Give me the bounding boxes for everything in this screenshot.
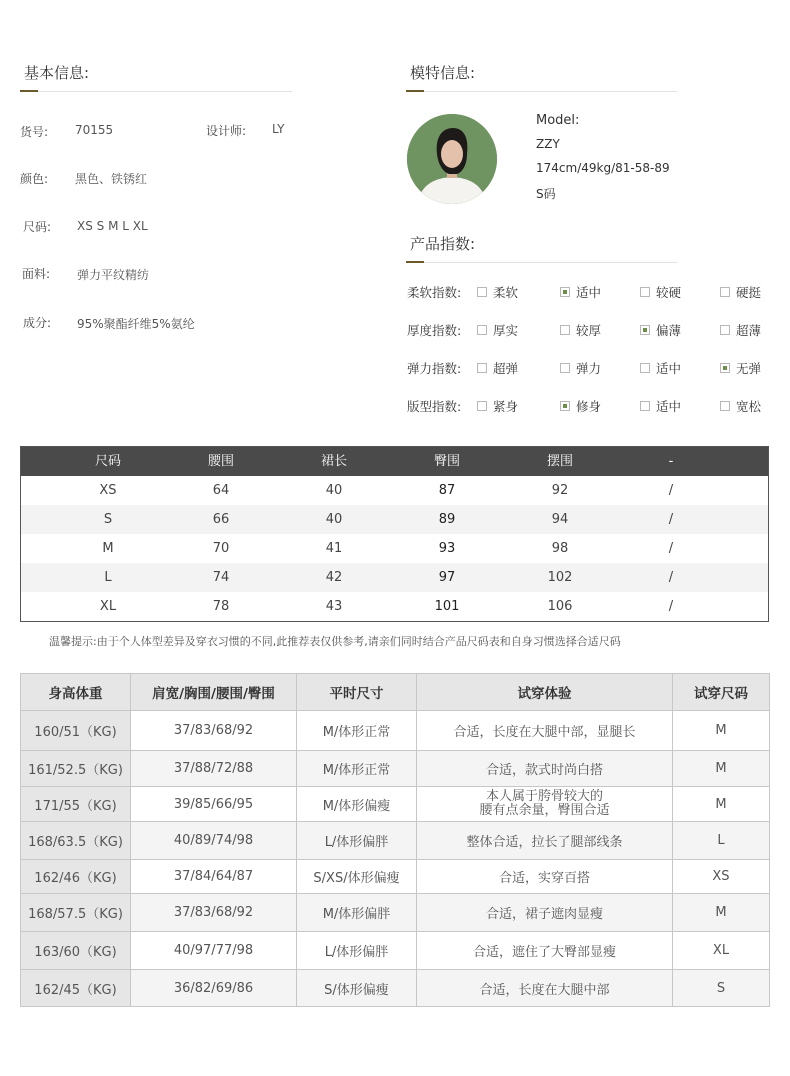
info-label-size: 尺码: xyxy=(23,220,52,234)
index-option-label: 厚实 xyxy=(493,323,519,338)
fit-table-cell: S xyxy=(673,970,770,1007)
index-option-label: 较厚 xyxy=(576,323,602,338)
fit-table-cell: 合适，遮住了大臀部显瘦 xyxy=(417,932,673,970)
fit-header-height-weight: 身高体重 xyxy=(21,674,131,711)
index-option xyxy=(477,397,518,415)
size-table xyxy=(20,446,769,622)
fit-table-cell: XS xyxy=(673,860,770,894)
index-option xyxy=(720,321,761,339)
size-header-length: 裙长 xyxy=(320,454,347,469)
size-tip-note: 温馨提示:由于个人体型差异及穿衣习惯的不同,此推荐表仅供参考,请亲们同时结合产品尺码表和自身习惯选择合适尺码 xyxy=(49,635,621,648)
model-name: ZZY xyxy=(536,137,560,151)
size-table-cell: S xyxy=(103,512,113,527)
index-label: 弹力指数: xyxy=(407,361,462,376)
fit-table-cell: 37/88/72/88 xyxy=(131,751,297,787)
fit-experience-table xyxy=(20,673,770,1007)
fit-table-cell: M xyxy=(673,711,770,751)
size-header-extra: - xyxy=(668,454,674,469)
fit-table-cell: 合适，款式时尚白搭 xyxy=(417,751,673,787)
fit-table-cell: 37/83/68/92 xyxy=(131,711,297,751)
fit-table-header xyxy=(21,674,770,711)
size-table-cell: 40 xyxy=(325,483,343,498)
info-label-item-no: 货号: xyxy=(20,125,49,139)
model-label: Model: xyxy=(536,113,580,128)
size-header-waist: 腰围 xyxy=(207,454,234,469)
size-table-cell: / xyxy=(668,570,674,585)
fit-table-cell: 40/97/77/98 xyxy=(131,932,297,970)
fit-table-cell: 40/89/74/98 xyxy=(131,822,297,860)
index-label: 厚度指数: xyxy=(407,323,462,338)
fit-table-cell: 37/84/64/87 xyxy=(131,860,297,894)
info-label-designer: 设计师: xyxy=(206,124,247,138)
fit-header-experience: 试穿体验 xyxy=(417,674,673,711)
size-table-body xyxy=(21,476,768,621)
info-value-fabric: 弹力平纹精纺 xyxy=(77,268,150,282)
size-table-cell: 97 xyxy=(438,570,456,585)
size-table-cell: 41 xyxy=(325,541,343,556)
size-table-row xyxy=(21,476,768,505)
model-info-accent xyxy=(406,90,424,92)
fit-header-measurements: 肩宽/胸围/腰围/臀围 xyxy=(131,674,297,711)
index-option xyxy=(640,283,681,301)
fit-table-cell: 合适，实穿百搭 xyxy=(417,860,673,894)
index-option-label: 较硬 xyxy=(656,285,682,300)
fit-table-cell: M xyxy=(673,787,770,822)
size-table-cell: L xyxy=(104,570,112,585)
index-label: 柔软指数: xyxy=(407,285,462,300)
index-option xyxy=(560,283,601,301)
size-table-cell: 89 xyxy=(438,512,456,527)
fit-table-cell: 163/60（KG) xyxy=(21,932,131,970)
size-table-cell: 92 xyxy=(551,483,569,498)
size-table-cell: 40 xyxy=(325,512,343,527)
size-table-cell: 106 xyxy=(547,599,573,614)
index-option xyxy=(720,283,761,301)
product-index-rule xyxy=(406,262,677,263)
unchecked-box-icon xyxy=(720,401,730,411)
size-table-row xyxy=(21,563,768,592)
fit-header-usual-size: 平时尺寸 xyxy=(297,674,417,711)
index-option-label: 无弹 xyxy=(736,361,762,376)
info-value-composition: 95%聚酯纤维5%氨纶 xyxy=(77,317,195,331)
index-option xyxy=(560,397,601,415)
info-value-item-no: 70155 xyxy=(75,123,114,137)
unchecked-box-icon xyxy=(560,325,570,335)
index-option-label: 偏薄 xyxy=(656,323,682,338)
info-value-color: 黑色、铁锈红 xyxy=(75,172,148,186)
model-info-title: 模特信息: xyxy=(410,64,476,82)
size-table-cell: 64 xyxy=(212,483,230,498)
fit-table-cell: 162/45（KG) xyxy=(21,970,131,1007)
product-index-title: 产品指数: xyxy=(410,235,476,253)
index-option xyxy=(640,321,681,339)
info-label-color: 颜色: xyxy=(20,172,49,186)
size-table-cell: XL xyxy=(99,599,117,614)
fit-table-cell: 合适，长度在大腿中部，显腿长 xyxy=(417,711,673,751)
fit-table-row xyxy=(21,970,770,1007)
size-table-cell: 93 xyxy=(438,541,456,556)
model-portrait-image xyxy=(407,114,497,204)
unchecked-box-icon xyxy=(477,363,487,373)
size-table-cell: 74 xyxy=(212,570,230,585)
fit-table-row xyxy=(21,822,770,860)
fit-table-row xyxy=(21,894,770,932)
fit-table-cell: M/体形正常 xyxy=(297,751,417,787)
fit-table-body xyxy=(21,711,770,1007)
unchecked-box-icon xyxy=(477,287,487,297)
index-option-label: 适中 xyxy=(576,285,602,300)
product-index-accent xyxy=(406,261,424,263)
size-table-cell: M xyxy=(102,541,114,556)
fit-table-cell: M/体形正常 xyxy=(297,711,417,751)
size-table-cell: 43 xyxy=(325,599,343,614)
index-option-label: 柔软 xyxy=(493,285,519,300)
index-option xyxy=(720,359,761,377)
unchecked-box-icon xyxy=(640,287,650,297)
index-option xyxy=(640,397,681,415)
index-option xyxy=(477,359,518,377)
index-label: 版型指数: xyxy=(407,399,462,414)
fit-table-cell: 161/52.5（KG) xyxy=(21,751,131,787)
unchecked-box-icon xyxy=(477,401,487,411)
model-avatar xyxy=(407,114,497,204)
size-table-cell: / xyxy=(668,541,674,556)
fit-table-cell: XL xyxy=(673,932,770,970)
size-header-hem: 摆围 xyxy=(546,454,573,469)
fit-table-cell: L xyxy=(673,822,770,860)
size-table-cell: 78 xyxy=(212,599,230,614)
checked-box-icon xyxy=(560,287,570,297)
checked-box-icon xyxy=(720,363,730,373)
unchecked-box-icon xyxy=(640,401,650,411)
checked-box-icon xyxy=(560,401,570,411)
info-label-composition: 成分: xyxy=(23,316,52,330)
size-table-cell: / xyxy=(668,483,674,498)
fit-table-cell: M/体形偏胖 xyxy=(297,894,417,932)
model-measurements: 174cm/49kg/81-58-89 xyxy=(536,161,670,175)
size-table-cell: 42 xyxy=(325,570,343,585)
index-option-label: 超弹 xyxy=(493,361,519,376)
size-table-header xyxy=(21,447,768,476)
index-option-label: 修身 xyxy=(576,399,602,414)
index-option xyxy=(560,321,601,339)
size-table-cell: XS xyxy=(99,483,117,498)
fit-table-cell: 162/46（KG) xyxy=(21,860,131,894)
size-table-row xyxy=(21,534,768,563)
index-option-label: 硬挺 xyxy=(736,285,762,300)
size-table-cell: 87 xyxy=(438,483,456,498)
basic-info-rule xyxy=(20,91,292,92)
info-value-designer: LY xyxy=(272,122,285,136)
fit-table-cell: 168/57.5（KG) xyxy=(21,894,131,932)
fit-table-row xyxy=(21,860,770,894)
index-option-label: 弹力 xyxy=(576,361,602,376)
size-header-size: 尺码 xyxy=(94,454,121,469)
fit-table-row xyxy=(21,751,770,787)
fit-table-cell: M/体形偏瘦 xyxy=(297,787,417,822)
index-option xyxy=(640,359,681,377)
size-table-cell: / xyxy=(668,512,674,527)
size-table-cell: 66 xyxy=(212,512,230,527)
fit-table-row xyxy=(21,787,770,822)
index-option-label: 超薄 xyxy=(736,323,762,338)
index-option-label: 适中 xyxy=(656,399,682,414)
fit-table-cell: 39/85/66/95 xyxy=(131,787,297,822)
fit-table-cell: 整体合适，拉长了腿部线条 xyxy=(417,822,673,860)
size-table-cell: 101 xyxy=(434,599,460,614)
fit-table-cell: 168/63.5（KG) xyxy=(21,822,131,860)
fit-table-row xyxy=(21,711,770,751)
unchecked-box-icon xyxy=(477,325,487,335)
fit-table-cell: L/体形偏胖 xyxy=(297,822,417,860)
size-table-row xyxy=(21,505,768,534)
size-table-cell: / xyxy=(668,599,674,614)
fit-table-cell: 本人属于胯骨较大的 腰有点余量，臀围合适 xyxy=(417,787,673,822)
model-info-rule xyxy=(406,91,677,92)
fit-table-cell: 合适，长度在大腿中部 xyxy=(417,970,673,1007)
fit-table-row xyxy=(21,932,770,970)
unchecked-box-icon xyxy=(560,363,570,373)
fit-table-cell: 36/82/69/86 xyxy=(131,970,297,1007)
fit-table-cell: 37/83/68/92 xyxy=(131,894,297,932)
model-size: S码 xyxy=(536,187,556,201)
info-value-size: XS S M L XL xyxy=(77,219,148,233)
size-table-cell: 94 xyxy=(551,512,569,527)
basic-info-accent xyxy=(20,90,38,92)
index-option-label: 宽松 xyxy=(736,399,762,414)
size-table-cell: 102 xyxy=(547,570,573,585)
index-option xyxy=(720,397,761,415)
fit-table-cell: 171/55（KG) xyxy=(21,787,131,822)
fit-table-cell: 160/51（KG) xyxy=(21,711,131,751)
checked-box-icon xyxy=(640,325,650,335)
fit-table-cell: M xyxy=(673,751,770,787)
fit-table-cell: 合适，裙子遮肉显瘦 xyxy=(417,894,673,932)
fit-table-cell: S/XS/体形偏瘦 xyxy=(297,860,417,894)
size-table-cell: 98 xyxy=(551,541,569,556)
unchecked-box-icon xyxy=(640,363,650,373)
unchecked-box-icon xyxy=(720,287,730,297)
fit-table-cell: S/体形偏瘦 xyxy=(297,970,417,1007)
size-table-cell: 70 xyxy=(212,541,230,556)
unchecked-box-icon xyxy=(720,325,730,335)
info-label-fabric: 面料: xyxy=(22,267,51,281)
index-option xyxy=(560,359,601,377)
index-option-label: 适中 xyxy=(656,361,682,376)
basic-info-title: 基本信息: xyxy=(24,64,90,82)
fit-table-cell: M xyxy=(673,894,770,932)
index-option-label: 紧身 xyxy=(493,399,519,414)
size-table-row xyxy=(21,592,768,621)
index-option xyxy=(477,321,518,339)
fit-header-tried-size: 试穿尺码 xyxy=(673,674,770,711)
index-option xyxy=(477,283,518,301)
size-header-hip: 臀围 xyxy=(433,454,460,469)
fit-table-cell: L/体形偏胖 xyxy=(297,932,417,970)
